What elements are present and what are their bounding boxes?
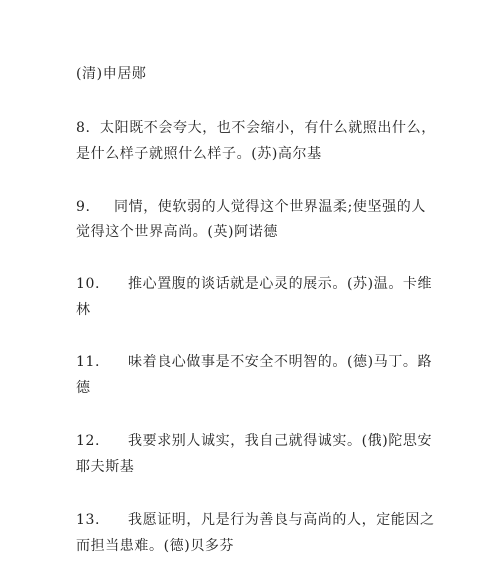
quote-13-line1	[76, 510, 436, 530]
quote-8-number: 8.	[76, 120, 91, 136]
quote-13-number: 13.	[76, 512, 101, 528]
quote-13-text: 我愿证明，凡是行为善良与高尚的人，定能因之	[128, 512, 435, 528]
quote-7-attribution: (清)申居郧	[76, 66, 147, 82]
quote-9-line2: 觉得这个世界高尚。(英)阿诺德	[76, 224, 278, 240]
quote-10-number: 10.	[76, 276, 101, 292]
quote-12-line2: 耶夫斯基	[76, 459, 135, 475]
quote-12-text: 我要求别人诚实，我自己就得诚实。(俄)陀思安	[128, 433, 433, 449]
quote-13-line2: 而担当患难。(德)贝多芬	[76, 538, 235, 554]
quote-11-text: 味着良心做事是不安全不明智的。(德)马丁。路	[128, 354, 433, 370]
quote-9-line1	[76, 197, 436, 217]
quote-12-number: 12.	[76, 433, 101, 449]
quote-10-text: 推心置腹的谈话就是心灵的展示。(苏)温。卡维	[128, 276, 433, 292]
quote-12-line1	[76, 431, 436, 451]
quote-8-text: 太阳既不会夸大，也不会缩小，有什么就照出什么，	[100, 120, 436, 136]
quote-11-line1	[76, 352, 436, 372]
quote-9-number: 9.	[76, 199, 91, 215]
quote-8-line1	[76, 118, 436, 138]
quote-9-text: 同情，使软弱的人觉得这个世界温柔;使坚强的人	[114, 199, 426, 215]
quote-10-line1	[76, 274, 436, 294]
quote-11-line2: 德	[76, 380, 91, 396]
quote-10-line2: 林	[76, 302, 91, 318]
quote-11-number: 11.	[76, 354, 101, 370]
quote-8-line2: 是什么样子就照什么样子。(苏)高尔基	[76, 146, 322, 162]
